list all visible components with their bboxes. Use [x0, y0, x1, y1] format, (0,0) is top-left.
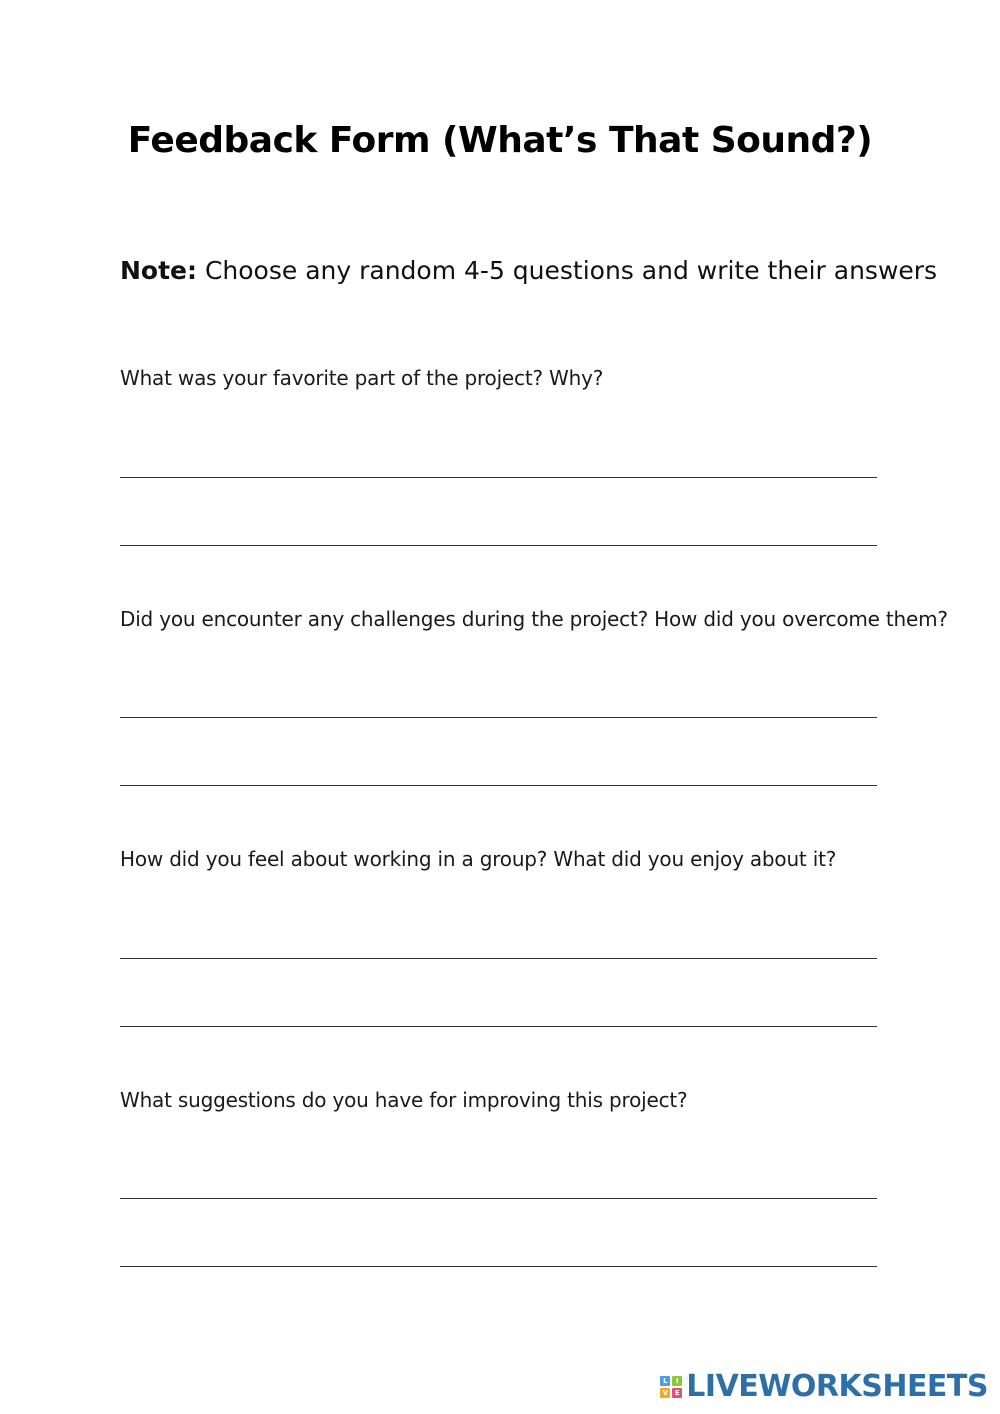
logo-letter-i: I — [672, 1376, 682, 1386]
answer-line-4a[interactable] — [120, 1198, 877, 1199]
question-2: Did you encounter any challenges during the project? How did you overcome them? — [120, 607, 948, 631]
watermark-text: LIVEWORKSHEETS — [686, 1369, 988, 1404]
note-text: Choose any random 4-5 questions and write their answers — [197, 256, 938, 285]
answer-line-3a[interactable] — [120, 958, 877, 959]
liveworksheets-logo-icon — [660, 1376, 682, 1398]
logo-letter-l: L — [660, 1376, 670, 1386]
liveworksheets-watermark — [660, 1369, 988, 1404]
answer-line-1b[interactable] — [120, 545, 877, 546]
note-label: Note: — [120, 256, 198, 285]
answer-line-2b[interactable] — [120, 785, 877, 786]
logo-letter-v: V — [660, 1388, 670, 1398]
logo-letter-e: E — [672, 1388, 682, 1398]
page-title: Feedback Form (What’s That Sound?) — [127, 120, 873, 161]
answer-line-1a[interactable] — [120, 477, 877, 478]
note-instruction — [120, 256, 937, 285]
answer-line-4b[interactable] — [120, 1266, 877, 1267]
question-1: What was your favorite part of the project? Why? — [120, 366, 604, 390]
answer-line-2a[interactable] — [120, 717, 877, 718]
question-3: How did you feel about working in a group? What did you enjoy about it? — [120, 847, 837, 871]
question-4: What suggestions do you have for improving this project? — [120, 1088, 688, 1112]
answer-line-3b[interactable] — [120, 1026, 877, 1027]
